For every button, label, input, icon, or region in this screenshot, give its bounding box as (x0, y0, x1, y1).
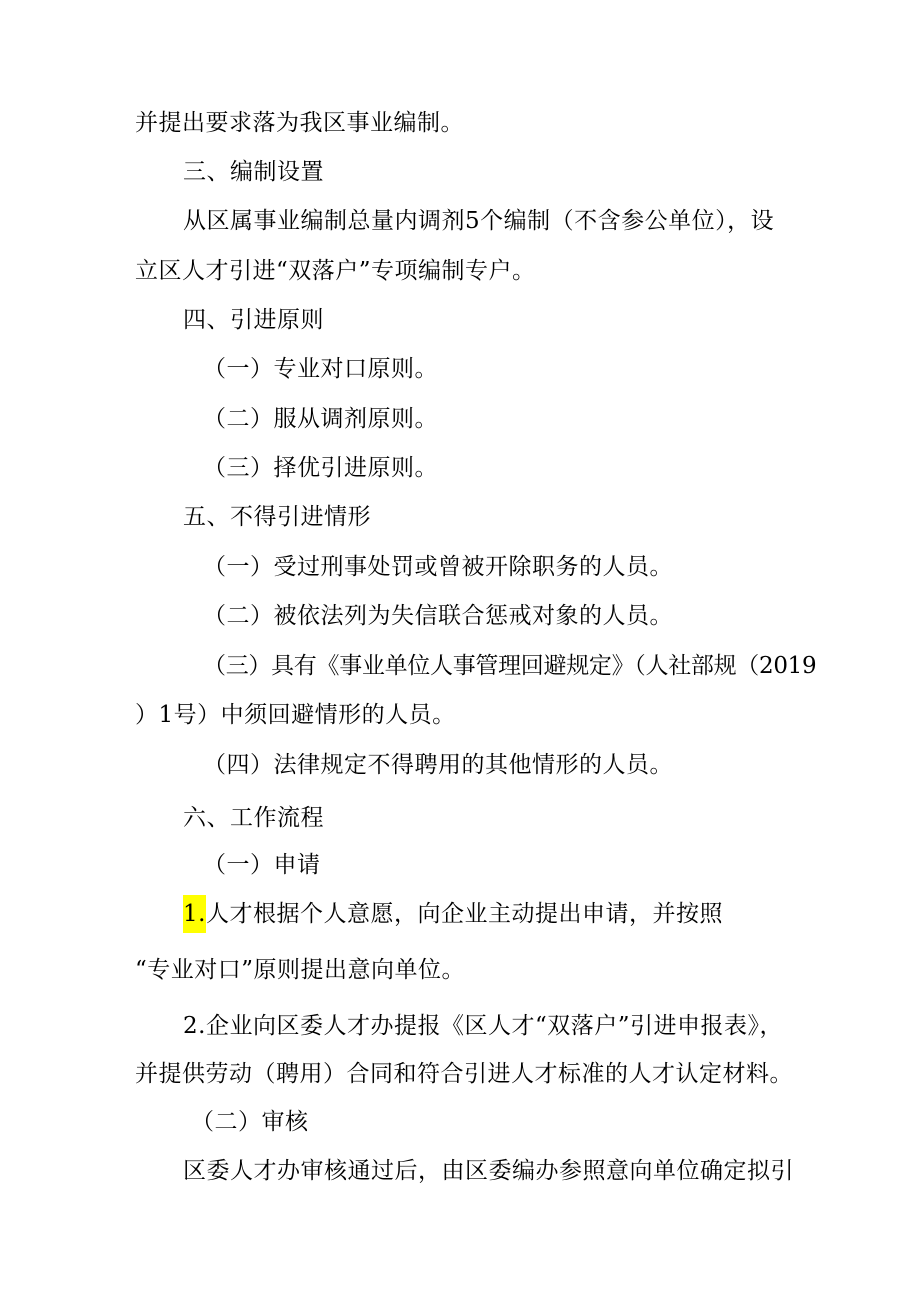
list-item-continuation: ）1号）中须回避情形的人员。 (135, 702, 456, 728)
list-item: （一）专业对口原则。 (203, 356, 438, 382)
list-item: （三）择优引进原则。 (203, 455, 438, 481)
section-heading: 六、工作流程 (183, 805, 324, 831)
list-item: （三）具有《事业单位人事管理回避规定》（人社部规（2019 (203, 653, 817, 679)
paragraph-line: 2.企业向区委人才办提报《区人才“双落户”引进申报表》， (183, 1013, 783, 1039)
list-item: （二）被依法列为失信联合惩戒对象的人员。 (203, 603, 673, 629)
section-heading: 三、编制设置 (183, 159, 324, 185)
paragraph-text: 人才根据个人意愿，向企业主动提出申请，并按照 (205, 901, 723, 927)
paragraph-line: 立区人才引进“双落户”专项编制专户。 (135, 258, 536, 284)
paragraph-line: “专业对口”原则提出意向单位。 (135, 957, 466, 983)
paragraph-line: 从区属事业编制总量内调剂5个编制（不含参公单位），设 (183, 208, 775, 234)
subsection-heading: （一）申请 (203, 852, 321, 878)
paragraph-line: 并提出要求落为我区事业编制。 (135, 110, 464, 136)
section-heading: 四、引进原则 (183, 307, 324, 333)
highlighted-list-number: 1. (183, 895, 206, 933)
subsection-heading: （二）审核 (191, 1109, 309, 1135)
list-item: （一）受过刑事处罚或曾被开除职务的人员。 (203, 554, 673, 580)
section-heading: 五、不得引进情形 (183, 504, 371, 530)
paragraph-line (183, 899, 723, 929)
list-item: （二）服从调剂原则。 (203, 406, 438, 432)
list-item: （四）法律规定不得聘用的其他情形的人员。 (203, 752, 673, 778)
paragraph-line: 区委人才办审核通过后，由区委编办参照意向单位确定拟引 (183, 1158, 794, 1184)
paragraph-line: 并提供劳动（聘用）合同和符合引进人才标准的人才认定材料。 (135, 1061, 793, 1087)
